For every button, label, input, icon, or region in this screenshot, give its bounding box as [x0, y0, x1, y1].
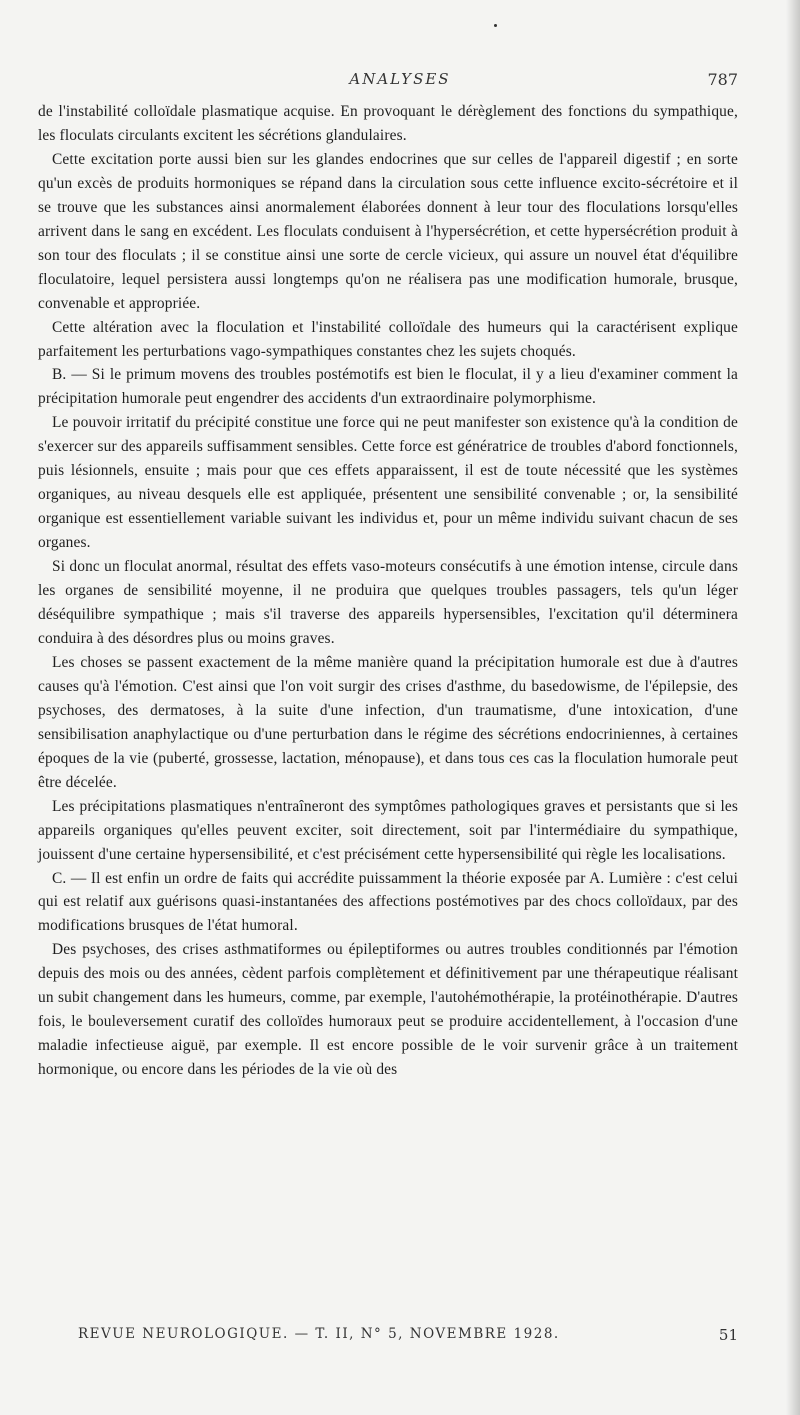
running-title: ANALYSES	[349, 70, 451, 88]
page-footer	[78, 1326, 738, 1350]
paragraph: de l'instabilité colloïdale plasmatique acquise. En provoquant le dérèglement des fonctions du sympathique, les floculats circulants excitent les sécrétions glandulaires.	[38, 103, 738, 144]
scan-edge-shadow	[786, 0, 800, 1415]
paragraph: Cette altération avec la floculation et l'instabilité colloïdale des humeurs qui la caractérisent explique parfaitement les perturbations vago-sympathiques constantes chez les sujets choqués.	[38, 318, 738, 360]
article-body	[38, 100, 738, 1082]
paragraph: Si donc un floculat anormal, résultat des effets vaso-moteurs consécutifs à une émotion intense, circule dans les organes de sensibilité moyenne, il ne produira que quelques troubles passagers, tels qu'un léger déséquilibre sympathique ; mais s'il traverse des appareils hypersensibles, l'excitation qu'il déterminera conduira à des désordres plus ou moins graves.	[38, 558, 738, 647]
signature-folio: 51	[718, 1326, 738, 1344]
paragraph: B. — Si le primum movens des troubles postémotifs est bien le floculat, il y a lieu d'examiner comment la précipitation humorale peut engendrer des accidents d'un extraordinaire polymorphisme.	[38, 366, 738, 408]
speck-mark	[494, 24, 497, 27]
page-header	[0, 70, 800, 98]
paragraph: Le pouvoir irritatif du précipité constitue une force qui ne peut manifester son existence qu'à la condition de s'exercer sur des appareils suffisamment sensibles. Cette force est génératrice de troubles d'abord fonctionnels, puis lésionnels, ensuite ; mais pour que ces effets apparaissent, il est de toute nécessité que les systèmes organiques, au niveau desquels elle est appliquée, présentent une sensibilité convenable ; or, la sensibilité organique est essentiellement variable suivant les individus et, pour un même individu suivant chacun de ses organes.	[38, 414, 738, 552]
page-number: 787	[707, 70, 738, 89]
journal-citation: REVUE NEUROLOGIQUE. — T. II, N° 5, NOVEMBRE 1928.	[78, 1326, 560, 1342]
paragraph: C. — Il est enfin un ordre de faits qui accrédite puissamment la théorie exposée par A. Lumière : c'est celui qui est relatif aux guérisons quasi-instantanées des affections postémotives par des chocs colloïdaux, par des modifications brusques de l'état humoral.	[38, 869, 738, 935]
paragraph: Les choses se passent exactement de la même manière quand la précipitation humorale est due à d'autres causes qu'à l'émotion. C'est ainsi que l'on voit surgir des crises d'asthme, du basedowisme, de l'épilepsie, des psychoses, des dermatoses, à la suite d'une infection, d'un traumatisme, d'une intoxication, d'une sensibilisation anaphylactique ou d'une perturbation dans le régime des sécrétions endocriniennes, à certaines époques de la vie (puberté, grossesse, lactation, ménopause), et dans tous ces cas la floculation humorale peut être décelée.	[38, 653, 738, 791]
paragraph: Les précipitations plasmatiques n'entraîneront des symptômes pathologiques graves et persistants que si les appareils organiques qu'elles peuvent exciter, soit directement, soit par l'intermédiaire du sympathique, jouissent d'une certaine hypersensibilité, et c'est précisément cette hypersensibilité qui règle les localisations.	[38, 797, 738, 863]
paragraph: Des psychoses, des crises asthmatiformes ou épileptiformes ou autres troubles conditionnés par l'émotion depuis des mois ou des années, cèdent parfois complètement et définitivement par une thérapeutique réalisant un subit changement dans les humeurs, comme, par exemple, l'autohémothérapie, la protéinothérapie. D'autres fois, le bouleversement curatif des colloïdes humoraux peut se produire accidentellement, à l'occasion d'une maladie infectieuse aiguë, par exemple. Il est encore possible de le voir survenir grâce à un traitement hormonique, ou encore dans les périodes de la vie où des	[38, 941, 738, 1079]
paragraph: Cette excitation porte aussi bien sur les glandes endocrines que sur celles de l'appareil digestif ; en sorte qu'un excès de produits hormoniques se répand dans la circulation sous cette influence excito-sécrétoire et il se trouve que les substances ainsi anormalement élaborées donnent à leur tour des floculations lorsqu'elles arrivent dans le sang en excédent. Les floculats conduisent à l'hypersécrétion, et cette hypersécrétion produit à son tour des floculats ; il se constitue ainsi une sorte de cercle vicieux, qui assure un nouvel état d'équilibre floculatoire, lequel persistera aussi longtemps qu'on ne réalisera pas une modification humorale, brusque, convenable et appropriée.	[38, 150, 738, 312]
